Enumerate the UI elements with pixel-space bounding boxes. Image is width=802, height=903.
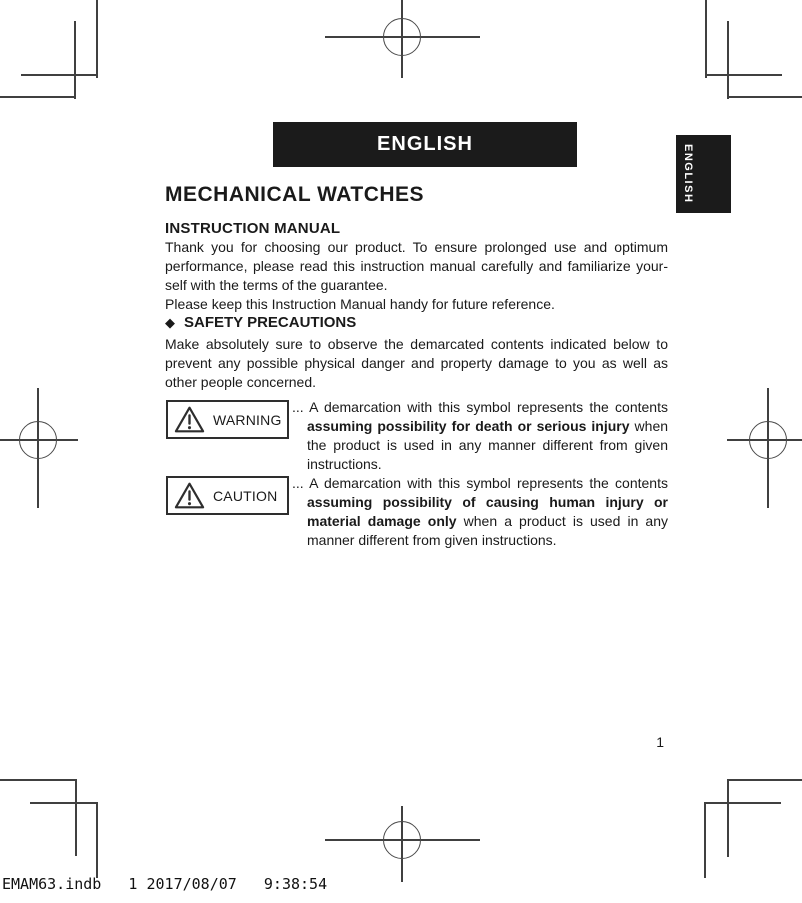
- crop-mark-bottom-right: [727, 779, 729, 857]
- crop-mark-top-left: [74, 21, 76, 99]
- crop-mark-bottom-left: [96, 802, 98, 878]
- warning-label: WARNING: [213, 411, 282, 428]
- page-number: 1: [656, 734, 664, 750]
- registration-circle-icon: [19, 421, 57, 459]
- caution-text-bold: assuming possibility of causing human injury or material damage only: [307, 494, 668, 529]
- caution-text: when a product is used in any manner different from given instructions.: [307, 513, 669, 548]
- intro-paragraph: Thank you for choosing our product. To ensure prolonged use and optimum performance, please read this instruction manual carefully and familiarize your-self with the terms of the guarantee.: [165, 239, 668, 293]
- caution-description: [292, 474, 668, 550]
- crop-mark-top-right: [705, 74, 782, 76]
- language-side-tab: [676, 135, 731, 213]
- side-tab-label: ENGLISH: [682, 144, 694, 204]
- registration-circle-icon: [383, 821, 421, 859]
- warning-triangle-icon: [173, 405, 206, 434]
- leader-dots: ...: [292, 475, 304, 491]
- crop-mark-top-left: [0, 96, 76, 98]
- warning-text: A demarcation with this symbol represents the contents: [309, 399, 668, 415]
- crop-mark-top-left: [96, 0, 98, 78]
- instruction-manual-heading: INSTRUCTION MANUAL: [165, 220, 341, 237]
- print-footer-text: EMAM63.indb 1 2017/08/07 9:38:54: [2, 875, 328, 893]
- warning-text-bold: assuming possibility for death or serious injury: [307, 418, 630, 434]
- crop-mark-bottom-left: [75, 779, 77, 856]
- crop-mark-bottom-right: [727, 779, 802, 781]
- diamond-bullet-icon: ◆: [165, 314, 175, 330]
- crop-mark-top-right: [727, 96, 802, 98]
- warning-row: [166, 398, 668, 474]
- crop-mark-bottom-right: [704, 802, 706, 878]
- registration-circle-icon: [383, 18, 421, 56]
- caution-row: [166, 474, 668, 550]
- crop-mark-top-right: [727, 21, 729, 99]
- keep-manual-paragraph: Please keep this Instruction Manual handy for future reference.: [165, 296, 555, 312]
- page-title: MECHANICAL WATCHES: [165, 183, 425, 206]
- warning-triangle-icon: [173, 481, 206, 510]
- crop-mark-top-right: [705, 0, 707, 78]
- registration-circle-icon: [749, 421, 787, 459]
- warning-description: [292, 398, 668, 474]
- safety-precautions-heading: [165, 314, 668, 331]
- banner-label: ENGLISH: [377, 133, 473, 155]
- crop-mark-bottom-right: [704, 802, 781, 804]
- crop-mark-top-left: [21, 74, 98, 76]
- caution-label: CAUTION: [213, 487, 278, 504]
- crop-mark-bottom-left: [0, 779, 76, 781]
- crop-mark-bottom-left: [30, 802, 97, 804]
- safety-precautions-label: SAFETY PRECAUTIONS: [184, 314, 357, 331]
- warning-box: [166, 400, 289, 439]
- language-banner: [273, 122, 577, 167]
- caution-box: [166, 476, 289, 515]
- warning-text: when the product is used in any manner different from given instructions.: [307, 418, 669, 472]
- safety-intro-paragraph: Make absolutely sure to observe the demarcated contents indicated below to prevent any possible physical danger and property damage to you as well as other people concerned.: [165, 336, 668, 390]
- caution-text: A demarcation with this symbol represents the contents: [309, 475, 668, 491]
- leader-dots: ...: [292, 399, 304, 415]
